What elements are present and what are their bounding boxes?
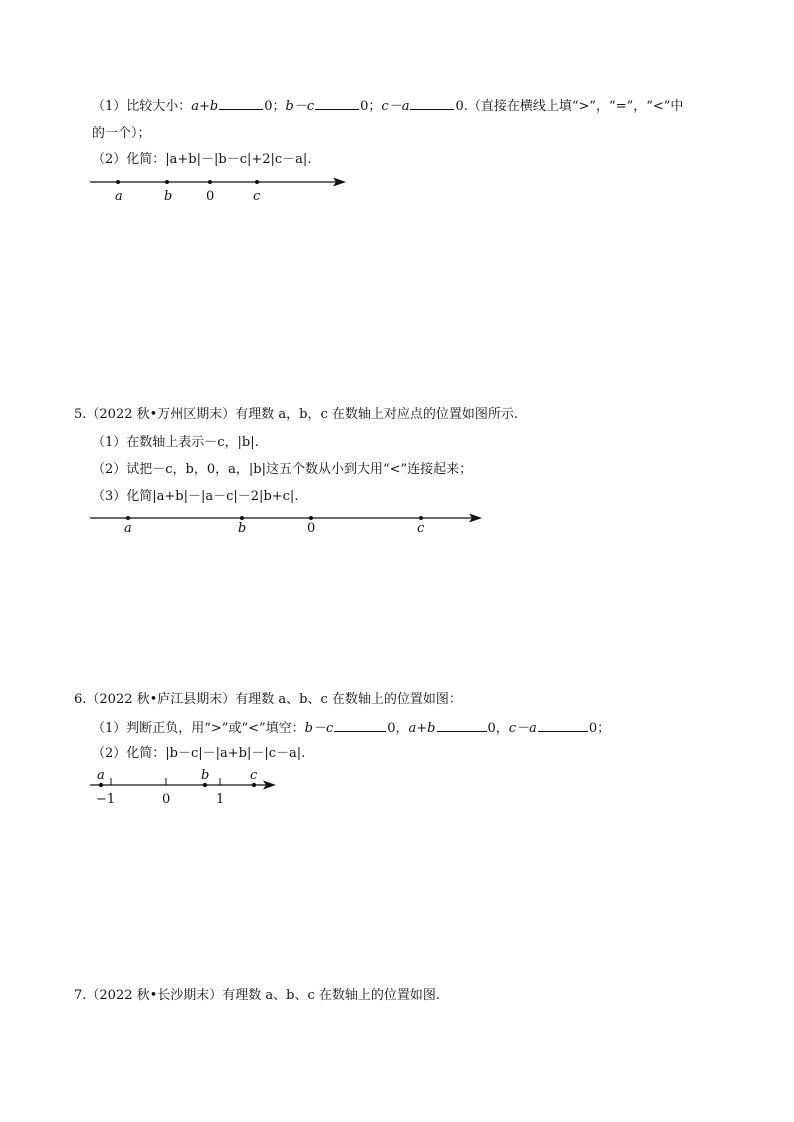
point-label-b: b — [201, 768, 210, 783]
q5-stem: 5.（2022 秋•万州区期末）有理数 a，b，c 在数轴上对应点的位置如图所示. — [74, 407, 519, 422]
q5-part3: （3）化简|a+b|－|a－c|－2|b+c|. — [92, 489, 299, 504]
q5-part1: （1）在数轴上表示－c，|b|. — [92, 435, 259, 450]
axis-label-zero: 0 — [206, 189, 215, 204]
q4-part2: （2）化简：|a+b|－|b－c|+2|c－a|. — [92, 152, 312, 167]
axis-label-b: b — [238, 521, 247, 536]
axis-label-b: b — [164, 189, 173, 204]
q7-stem: 7.（2022 秋•长沙期末）有理数 a、b、c 在数轴上的位置如图. — [74, 988, 441, 1003]
axis-label-a: a — [124, 521, 132, 536]
axis-label-c: c — [253, 189, 261, 204]
q6-part2: （2）化简：|b－c|－|a+b|－|c－a|. — [92, 746, 306, 761]
q4-part1-line2: 的一个）； — [92, 126, 151, 141]
axis-label-c: c — [417, 521, 425, 536]
tick-label-zero: 0 — [162, 792, 171, 807]
axis-label-zero: 0 — [307, 521, 316, 536]
tick-label-one: 1 — [216, 792, 225, 807]
point-label-a: a — [97, 768, 105, 783]
q6-stem: 6.（2022 秋•庐江县期末）有理数 a、b、c 在数轴上的位置如图： — [74, 692, 462, 707]
q4-part1: （1）比较大小：a+b 0；b－c 0；c－a 0.（直接在横线上填“>”，“=”，“<”中 — [92, 99, 684, 114]
axis-label-a: a — [115, 189, 123, 204]
point-label-c: c — [250, 768, 258, 783]
q6-part1: （1）判断正负，用“>”或“<”填空：b－c 0，a+b 0，c－a 0； — [92, 721, 611, 736]
tick-label-neg-one: −1 — [96, 792, 116, 807]
q5-part2: （2）试把－c，b，0，a，|b|这五个数从小到大用“<”连接起来； — [92, 462, 473, 477]
